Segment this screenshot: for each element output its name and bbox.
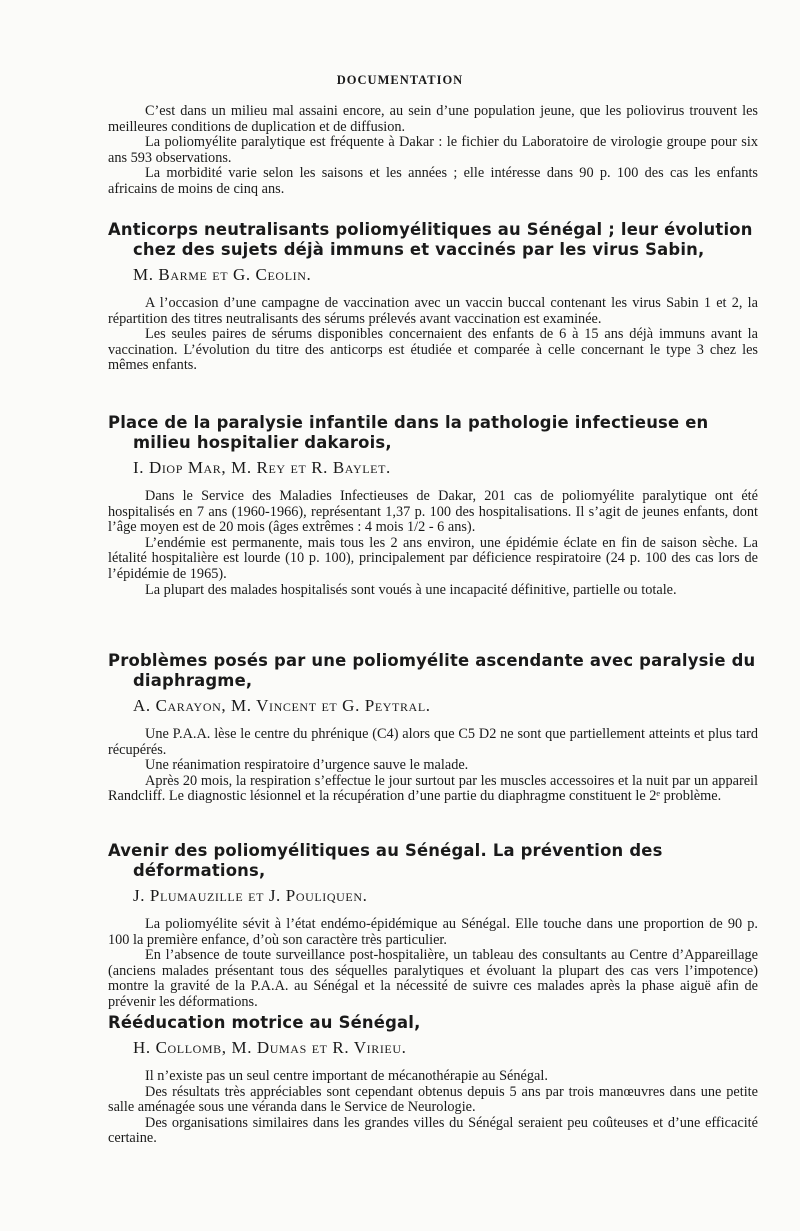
paragraph: Après 20 mois, la respiration s’effectue le jour surtout par les muscles accessoires et la nuit par un appareil Randcliff. Le diagnostic lésionnel et la récupération d’une partie du diaphragme constituent le 2ᵉ problème. xyxy=(108,772,758,805)
paragraph: Une P.A.A. lèse le centre du phrénique (C4) alors que C5 D2 ne sont que partiellement atteints et plus tard récupérés. xyxy=(108,726,758,758)
intro-block xyxy=(108,104,758,198)
abstract-section-reeducation-motrice xyxy=(108,1013,758,1147)
paragraph: La poliomyélite sévit à l’état endémo-épidémique au Sénégal. Elle touche dans une proportion de 90 p. 100 la première enfance, d’où son caractère très particulier. xyxy=(108,916,758,948)
paragraph: A l’occasion d’une campagne de vaccination avec un vaccin buccal contenant les virus Sabin 1 et 2, la répartition des titres neutralisants des sérums prélevés avant vaccination est examinée. xyxy=(108,295,758,327)
abstract-section-avenir-poliomyelitiques xyxy=(108,841,758,1011)
authors: M. Barme et G. Ceolin. xyxy=(133,265,312,284)
paragraph: Des résultats très appréciables sont cependant obtenus depuis 5 ans par trois manœuvres dans une petite salle aménagée sous une véranda dans le Service de Neurologie. xyxy=(108,1083,758,1116)
paragraph: Il n’existe pas un seul centre important de mécanothérapie au Sénégal. xyxy=(145,1068,548,1084)
authors: I. Diop Mar, M. Rey et R. Baylet. xyxy=(133,458,391,477)
paragraph: La morbidité varie selon les saisons et les années ; elle intéresse dans 90 p. 100 des cas les enfants africains de moins de cinq ans. xyxy=(108,165,758,197)
abstract-section-paralysie-infantile xyxy=(108,413,758,598)
authors: H. Collomb, M. Dumas et R. Virieu. xyxy=(133,1038,407,1057)
paragraph: Les seules paires de sérums disponibles concernaient des enfants de 6 à 15 ans déjà immuns avant la vaccination. L’évolution du titre des anticorps est étudiée et comparée à celle concernant le type 3 chez les mêmes enfants. xyxy=(108,326,758,374)
section-title: Avenir des poliomyélitiques au Sénégal. La prévention des déformations, xyxy=(108,841,663,880)
paragraph: Des organisations similaires dans les grandes villes du Sénégal seraient peu coûteuses et d’une efficacité certaine. xyxy=(108,1114,758,1147)
paragraph: Une réanimation respiratoire d’urgence sauve le malade. xyxy=(145,757,469,774)
authors: A. Carayon, M. Vincent et G. Peytral. xyxy=(133,696,431,715)
section-title: Rééducation motrice au Sénégal, xyxy=(108,1013,421,1032)
paragraph: En l’absence de toute surveillance post-hospitalière, un tableau des consultants au Centre d’Appareillage (anciens malades présentant tous des séquelles paralytiques et évoluant la plupart des cas vers l’impotence) montre la gravité de la P.A.A. au Sénégal et la nécessité de suivre ces malades après la phase aiguë afin de prévenir les déformations. xyxy=(108,947,758,1010)
running-header: DOCUMENTATION xyxy=(336,73,464,87)
paragraph: La plupart des malades hospitalisés sont voués à une incapacité définitive, partielle ou totale. xyxy=(145,581,677,598)
abstract-section-anticorps xyxy=(108,220,758,374)
section-title: Anticorps neutralisants poliomyélitiques au Sénégal ; leur évolution chez des sujets déjà immuns et vaccinés par les virus Sabin, xyxy=(108,220,753,259)
paragraph: C’est dans un milieu mal assaini encore, au sein d’une population jeune, que les poliovirus trouvent les meilleures conditions de duplication et de diffusion. xyxy=(108,103,758,135)
section-title: Problèmes posés par une poliomyélite ascendante avec paralysie du diaphragme, xyxy=(108,651,756,690)
authors: J. Plumauzille et J. Pouliquen. xyxy=(133,886,368,905)
paragraph: La poliomyélite paralytique est fréquente à Dakar : le fichier du Laboratoire de virologie groupe pour six ans 593 observations. xyxy=(108,134,758,166)
abstract-section-paralysie-diaphragme xyxy=(108,651,758,805)
paragraph: L’endémie est permanente, mais tous les 2 ans environ, une épidémie éclate en fin de saison sèche. La létalité hospitalière est lourde (10 p. 100), principalement par déficience respiratoire (24 p. 100 des cas lors de l’épidémie de 1965). xyxy=(108,534,758,582)
section-title: Place de la paralysie infantile dans la pathologie infectieuse en milieu hospitalier dakarois, xyxy=(108,413,709,452)
paragraph: Dans le Service des Maladies Infectieuses de Dakar, 201 cas de poliomyélite paralytique ont été hospitalisés en 7 ans (1960-1966), représentant 1,37 p. 100 des hospitalisations. Il s’agit de jeunes enfants, dont l’âge moyen est de 20 mois (âges extrêmes : 4 mois 1/2 - 6 ans). xyxy=(108,488,758,536)
